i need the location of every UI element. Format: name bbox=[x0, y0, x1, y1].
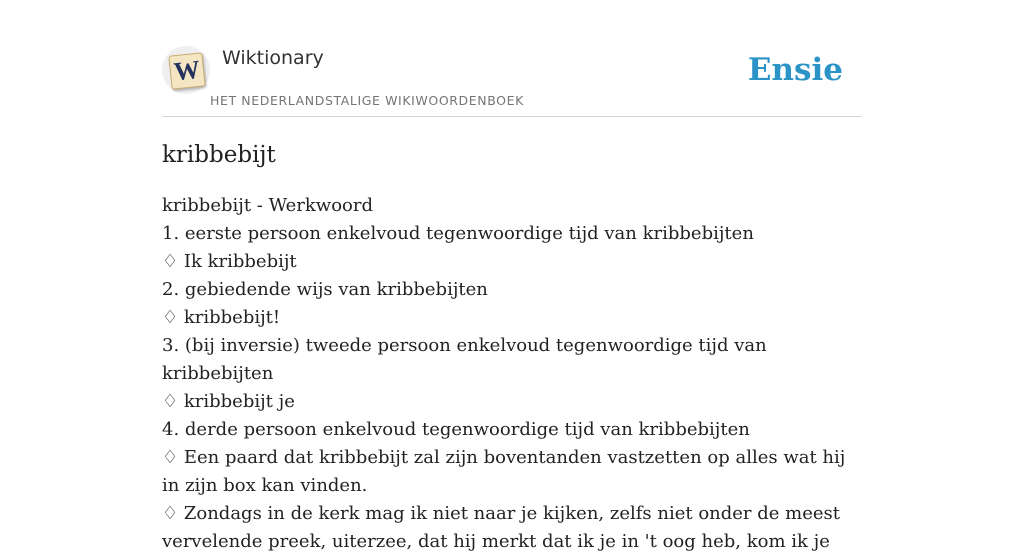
definition-item: 3. (bij inversie) tweede persoon enkelvoud tegenwoordige tijd van kribbebijten bbox=[162, 335, 767, 384]
example-sentence: ♢ Een paard dat kribbebijt zal zijn boventanden vastzetten op alles wat hij in zijn box kan vinden. bbox=[162, 447, 846, 496]
entry-heading: kribbebijt - Werkwoord bbox=[162, 195, 373, 216]
wiktionary-logo[interactable] bbox=[162, 46, 210, 94]
site-header bbox=[162, 0, 862, 117]
definition-item: 2. gebiedende wijs van kribbebijten bbox=[162, 279, 488, 300]
site-tagline: HET NEDERLANDSTALIGE WIKIWOORDENBOEK bbox=[210, 93, 524, 108]
ensie-brand-link[interactable]: Ensie bbox=[747, 52, 843, 88]
example-sentence: ♢ Zondags in de kerk mag ik niet naar je kijken, zelfs niet onder de meest vervelende preek, uiterzee, dat hij merkt dat ik je in 't oog heb, kom ik je bbox=[162, 503, 840, 552]
definition-body bbox=[162, 192, 862, 556]
page bbox=[162, 0, 862, 552]
definition-item: 4. derde persoon enkelvoud tegenwoordige tijd van kribbebijten bbox=[162, 419, 750, 440]
example-sentence: ♢ kribbebijt je bbox=[162, 391, 295, 412]
example-sentence: ♢ kribbebijt! bbox=[162, 307, 281, 328]
site-name[interactable]: Wiktionary bbox=[222, 47, 324, 69]
example-sentence: ♢ Ik kribbebijt bbox=[162, 251, 297, 272]
w-tile-icon: W bbox=[168, 52, 205, 89]
definition-item: 1. eerste persoon enkelvoud tegenwoordige tijd van kribbebijten bbox=[162, 223, 754, 244]
page-title: kribbebijt bbox=[162, 142, 276, 168]
